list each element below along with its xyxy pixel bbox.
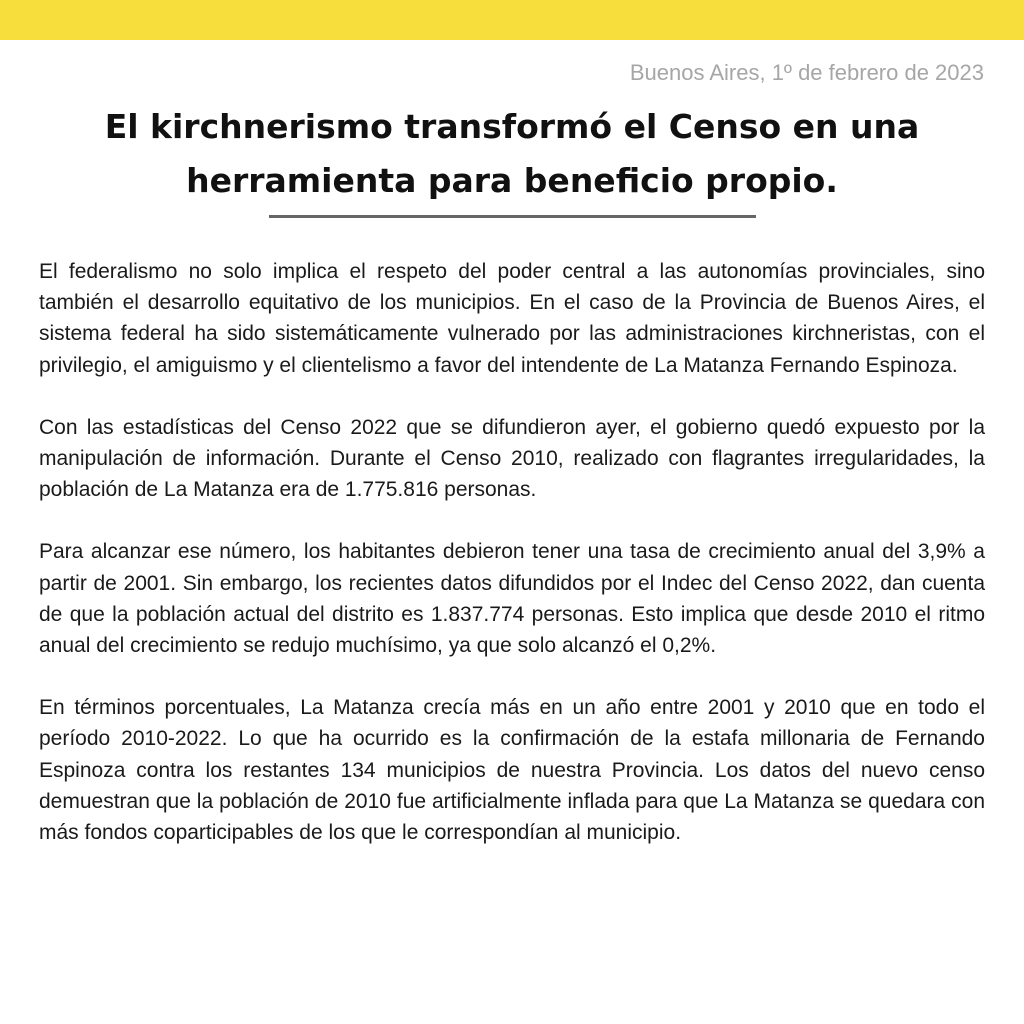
yellow-top-bar	[0, 0, 1024, 40]
paragraph: El federalismo no solo implica el respeto del poder central a las autonomías provinciales, sino también el desarrollo equitativo de los municipios. En el caso de la Provincia de Buenos Aires, el sistema federal ha sido sistemáticamente vulnerado por las administraciones kirchneristas, con el privilegio, el amiguismo y el clientelismo a favor del intendente de La Matanza Fernando Espinoza.	[39, 260, 985, 377]
page-title: El kirchnerismo transformó el Censo en una herramienta para beneficio propio.	[104, 107, 920, 200]
paragraph: Para alcanzar ese número, los habitantes debieron tener una tasa de crecimiento anual del 3,9% a partir de 2001. Sin embargo, los recientes datos difundidos por el Indec del Censo 2022, dan cuenta de que la población actual del distrito es 1.837.774 personas. Esto implica que desde 2010 el ritmo anual del crecimiento se redujo muchísimo, ya que solo alcanzó el 0,2%.	[39, 540, 985, 658]
paragraph: Con las estadísticas del Censo 2022 que se difundieron ayer, el gobierno quedó expuesto por la manipulación de información. Durante el Censo 2010, realizado con flagrantes irregularidades, la población de La Matanza era de 1.775.816 personas.	[39, 415, 985, 502]
title-divider	[269, 215, 756, 218]
paragraph: En términos porcentuales, La Matanza crecía más en un año entre 2001 y 2010 que en todo el período 2010-2022. Lo que ha ocurrido es la confirmación de la estafa millonaria de Fernando Espinoza contra los restantes 134 municipios de nuestra Provincia. Los datos del nuevo censo demuestran que la población de 2010 fue artificialmente inflada para que La Matanza se quedara con más fondos coparticipables de los que le correspondían al municipio.	[39, 696, 985, 845]
dateline: Buenos Aires, 1º de febrero de 2023	[629, 60, 984, 85]
article-body	[39, 256, 985, 879]
